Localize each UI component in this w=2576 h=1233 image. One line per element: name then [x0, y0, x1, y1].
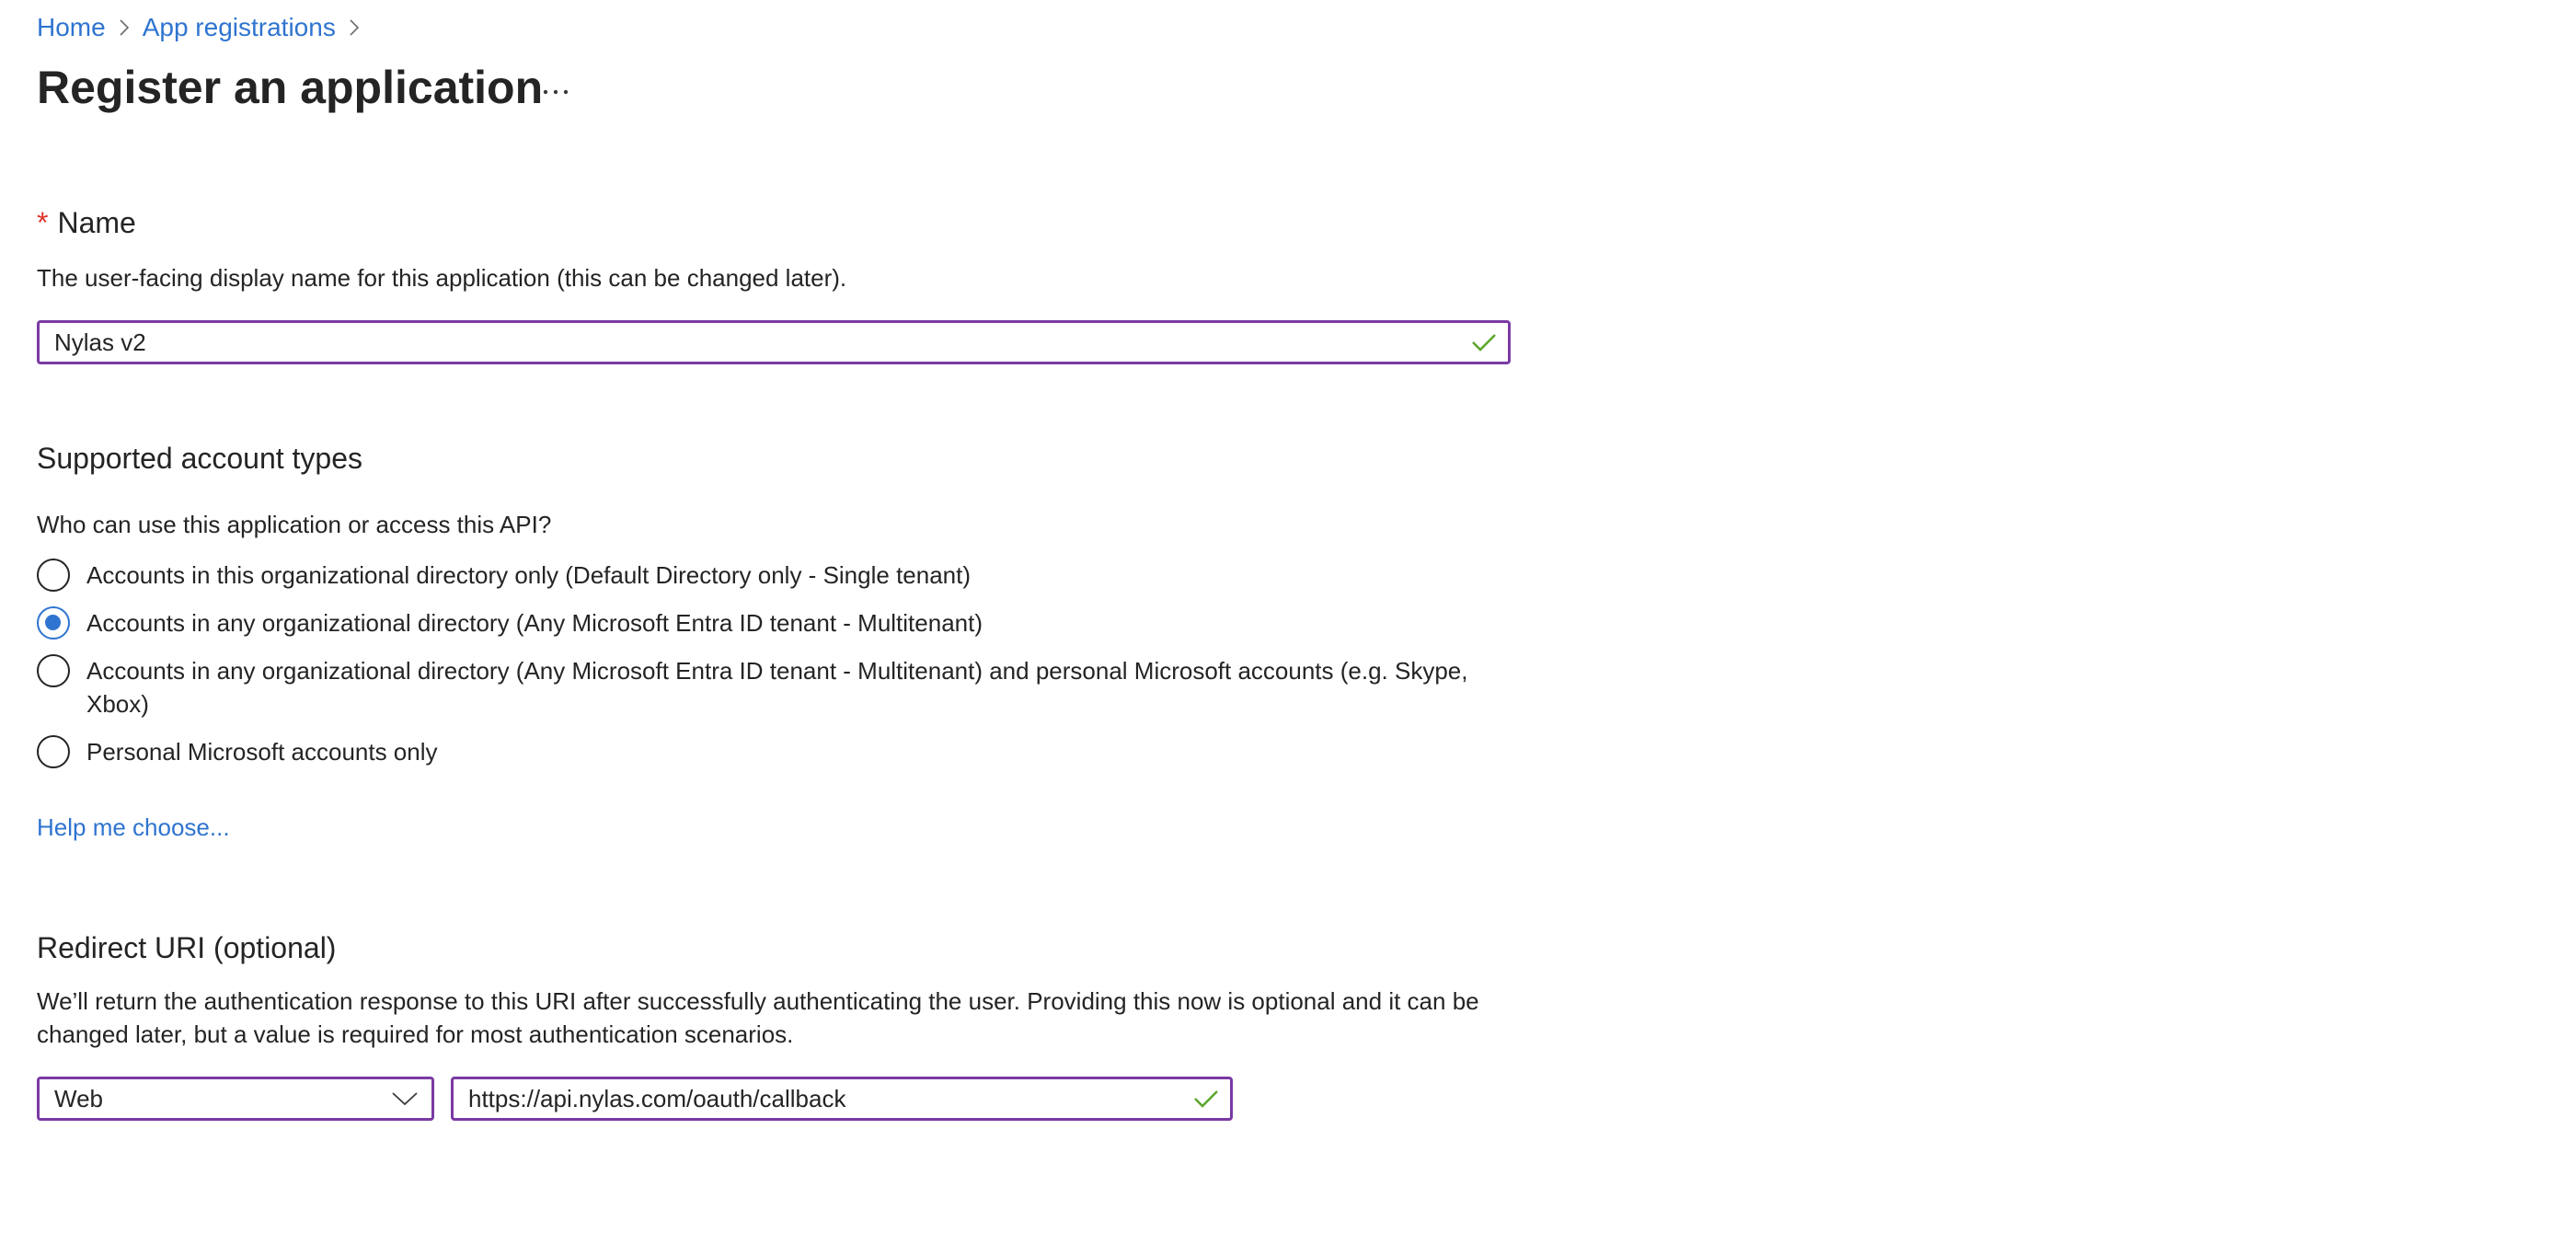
- radio-button[interactable]: [37, 654, 70, 687]
- name-input-value[interactable]: Nylas v2: [54, 328, 146, 356]
- help-me-choose-link[interactable]: Help me choose...: [37, 813, 230, 841]
- ellipsis-icon: [542, 88, 569, 96]
- page-title: Register an application: [37, 62, 544, 113]
- radio-button[interactable]: [37, 735, 70, 768]
- account-types-heading: Supported account types: [37, 442, 363, 475]
- breadcrumb: [37, 13, 373, 42]
- breadcrumb-home-link[interactable]: Home: [37, 13, 106, 41]
- name-label: [37, 206, 136, 240]
- platform-select-value: Web: [54, 1084, 103, 1112]
- name-label-text: Name: [57, 206, 136, 239]
- chevron-right-icon: [336, 14, 373, 41]
- radio-label: Personal Microsoft accounts only: [86, 738, 438, 766]
- radio-button-selected[interactable]: [37, 606, 70, 640]
- radio-label: Accounts in any organizational directory (Any Microsoft Entra ID tenant - Multitenant) and personal Microsoft accounts (e.g. Skype, Xbox): [86, 657, 1468, 718]
- account-types-question: Who can use this application or access this API?: [37, 511, 552, 538]
- radio-button[interactable]: [37, 559, 70, 592]
- platform-select[interactable]: [37, 1077, 434, 1121]
- redirect-uri-heading: Redirect URI (optional): [37, 931, 337, 964]
- name-description: The user-facing display name for this application (this can be changed later).: [37, 264, 847, 292]
- account-type-option-personal-only[interactable]: [37, 735, 1522, 768]
- account-type-option-multitenant-personal[interactable]: [37, 654, 1522, 720]
- more-options-button[interactable]: [539, 77, 572, 107]
- redirect-uri-input[interactable]: [451, 1077, 1233, 1121]
- breadcrumb-app-registrations-link[interactable]: App registrations: [142, 13, 336, 41]
- radio-label: Accounts in any organizational directory (Any Microsoft Entra ID tenant - Multitenant): [86, 609, 983, 637]
- name-input[interactable]: [37, 320, 1511, 364]
- valid-check-icon: [1469, 329, 1499, 355]
- required-marker: *: [37, 206, 49, 239]
- redirect-uri-description: We’ll return the authentication response to this URI after successfully authenticating the user. Providing this now is optional and it can be changed later, but a value is required for most authentication scenarios.: [37, 987, 1479, 1048]
- redirect-uri-input-value[interactable]: https://api.nylas.com/oauth/callback: [468, 1084, 846, 1112]
- radio-label: Accounts in this organizational directory only (Default Directory only - Single tenant): [86, 561, 972, 589]
- account-type-option-single-tenant[interactable]: [37, 559, 1522, 592]
- account-type-option-multitenant[interactable]: [37, 606, 1522, 640]
- chevron-down-icon: [391, 1090, 419, 1107]
- chevron-right-icon: [106, 14, 143, 41]
- valid-check-icon: [1191, 1086, 1221, 1112]
